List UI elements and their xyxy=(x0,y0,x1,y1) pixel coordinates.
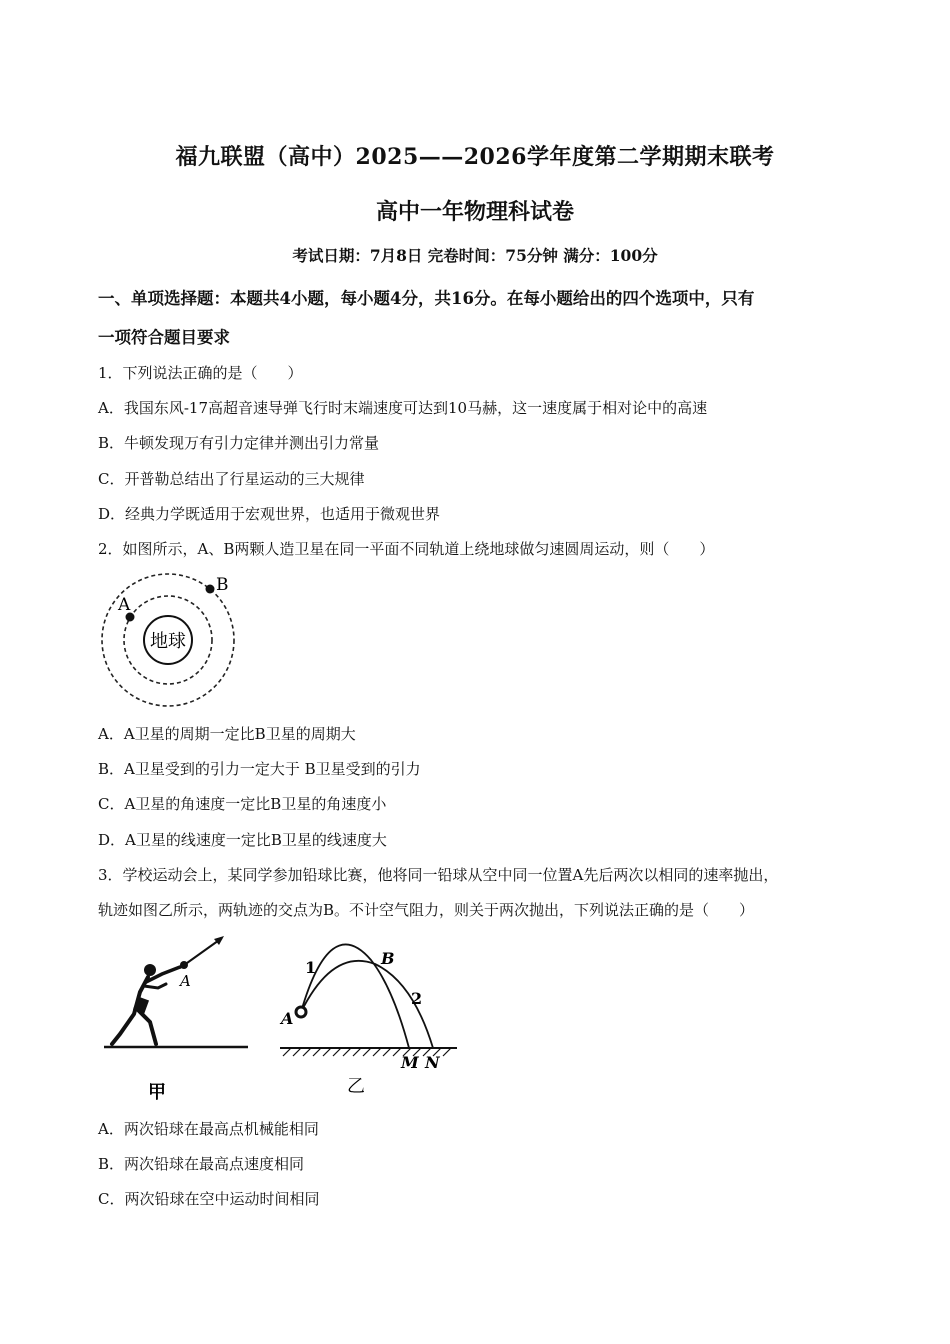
section-heading-line2: 一项符合题目要求 xyxy=(98,328,230,347)
satellite-b-label: B xyxy=(216,575,229,595)
earth-label: 地球 xyxy=(150,631,186,652)
satellite-b-dot xyxy=(206,585,215,594)
q2-option-c: C．A卫星的角速度一定比B卫星的角速度小 xyxy=(98,795,387,813)
exam-title: 福九联盟（高中）2025——2026学年度第二学期期末联考 xyxy=(175,144,775,170)
curve-2-label: 2 xyxy=(411,989,423,1008)
q3-option-a: A．两次铅球在最高点机械能相同 xyxy=(98,1120,319,1138)
q3-option-b: B．两次铅球在最高点速度相同 xyxy=(98,1155,305,1173)
curve-1-label: 1 xyxy=(305,958,317,977)
yi-point-a-label: A xyxy=(281,1009,294,1028)
yi-point-b-label: B xyxy=(381,949,395,968)
q3-stem-line1: 3．学校运动会上，某同学参加铅球比赛，他将同一铅球从空中同一位置A先后两次以相同的速率抛出， xyxy=(98,866,779,884)
point-m-label: M xyxy=(401,1053,419,1072)
q1-option-a: A．我国东风-17高超音速导弹飞行时末端速度可达到10马赫，这一速度属于相对论中的高速 xyxy=(98,399,708,417)
q2-option-b: B．A卫星受到的引力一定大于 B卫星受到的引力 xyxy=(98,760,421,778)
section-heading-line1: 一、单项选择题：本题共4小题，每小题4分，共16分。在每小题给出的四个选项中，只有 xyxy=(98,289,755,308)
q1-stem: 1．下列说法正确的是（ ） xyxy=(98,364,303,382)
satellite-a-label: A xyxy=(118,595,131,615)
yi-caption: 乙 xyxy=(347,1076,365,1097)
q3-option-c: C．两次铅球在空中运动时间相同 xyxy=(98,1190,320,1208)
jia-caption: 甲 xyxy=(148,1082,166,1103)
q1-option-d: D．经典力学既适用于宏观世界，也适用于微观世界 xyxy=(98,505,441,523)
q2-option-d: D．A卫星的线速度一定比B卫星的线速度大 xyxy=(98,831,387,849)
q2-stem: 2．如图所示，A、B两颗人造卫星在同一平面不同轨道上绕地球做匀速圆周运动，则（ ） xyxy=(98,540,715,558)
q3-figure-jia xyxy=(100,930,250,1105)
q2-option-a: A．A卫星的周期一定比B卫星的周期大 xyxy=(98,725,356,743)
exam-info: 考试日期：7月8日 完卷时间：75分钟 满分：100分 xyxy=(292,246,658,265)
q2-orbit-figure xyxy=(98,572,243,707)
jia-point-a-label: A xyxy=(180,972,191,990)
point-n-label: N xyxy=(425,1053,440,1072)
exam-subtitle: 高中一年物理科试卷 xyxy=(375,199,574,225)
q1-option-c: C．开普勒总结出了行星运动的三大规律 xyxy=(98,470,365,488)
q3-figure-yi xyxy=(275,940,465,1100)
q3-stem-line2: 轨迹如图乙所示，两轨迹的交点为B。不计空气阻力，则关于两次抛出，下列说法正确的是（ ） xyxy=(98,901,755,919)
q1-option-b: B．牛顿发现万有引力定律并测出引力常量 xyxy=(98,434,380,452)
